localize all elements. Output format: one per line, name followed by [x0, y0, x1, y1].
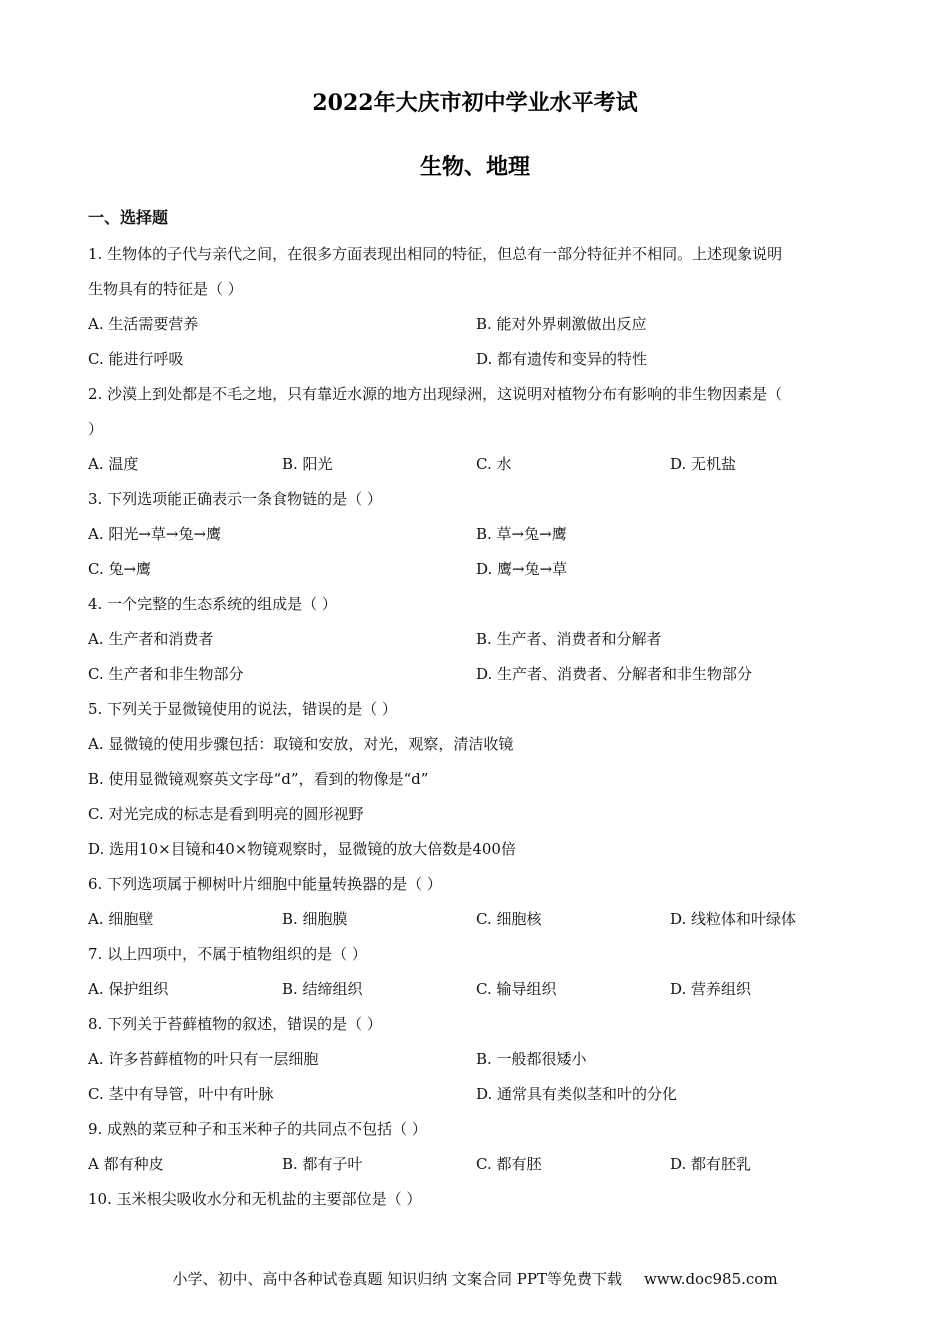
option: B. 阳光: [282, 455, 333, 473]
option: C. 水: [476, 455, 512, 473]
options-row: [88, 1077, 868, 1112]
option: A. 生产者和消费者: [88, 630, 214, 648]
option: A. 显微镜的使用步骤包括：取镜和安放，对光，观察，清洁收镜: [88, 735, 514, 753]
option: B. 一般都很矮小: [476, 1050, 587, 1068]
option: D. 都有遗传和变异的特性: [476, 350, 648, 368]
options-row: [88, 517, 868, 552]
option: C. 兔→鹰: [88, 560, 152, 578]
option: B. 使用显微镜观察英文字母“d”，看到的物像是“d”: [88, 770, 429, 788]
options-row: [88, 552, 868, 587]
option: D. 无机盐: [670, 455, 737, 473]
options-row: [88, 902, 868, 937]
option: D. 都有胚乳: [670, 1155, 752, 1173]
option: D. 营养组织: [670, 980, 752, 998]
option: C. 茎中有导管，叶中有叶脉: [88, 1085, 274, 1103]
exam-title: 2022年大庆市初中学业水平考试: [312, 90, 638, 116]
footer-text: 小学、初中、高中各种试卷真题 知识归纳 文案合同 PPT等免费下载: [172, 1270, 622, 1288]
question-stem: 5. 下列关于显微镜使用的说法，错误的是（ ）: [88, 700, 397, 718]
option: A. 许多苔藓植物的叶只有一层细胞: [88, 1050, 319, 1068]
option: D. 选用10×目镜和40×物镜观察时，显微镜的放大倍数是400倍: [88, 840, 516, 858]
options-row: [88, 972, 868, 1007]
question-stem: 4. 一个完整的生态系统的组成是（ ）: [88, 595, 337, 613]
question-stem: 6. 下列选项属于柳树叶片细胞中能量转换器的是（ ）: [88, 875, 442, 893]
options-row: [88, 622, 868, 657]
option: B. 都有子叶: [282, 1155, 363, 1173]
question-stem: 8. 下列关于苔藓植物的叙述，错误的是（ ）: [88, 1015, 382, 1033]
option: D. 鹰→兔→草: [476, 560, 568, 578]
option: B. 草→兔→鹰: [476, 525, 567, 543]
options-row: [88, 342, 868, 377]
option: D. 线粒体和叶绿体: [670, 910, 797, 928]
option: A. 细胞壁: [88, 910, 154, 928]
question-stem: 1. 生物体的子代与亲代之间，在很多方面表现出相同的特征，但总有一部分特征并不相同。上述现象说明: [88, 245, 783, 263]
question-stem: 7. 以上四项中，不属于植物组织的是（ ）: [88, 945, 367, 963]
footer-url: www.doc985.com: [643, 1270, 778, 1288]
option: B. 能对外界刺激做出反应: [476, 315, 647, 333]
option: C. 能进行呼吸: [88, 350, 184, 368]
page-footer: [0, 1268, 950, 1289]
options-row: [88, 307, 868, 342]
options-row: [88, 1147, 868, 1182]
question-stem: 2. 沙漠上到处都是不毛之地，只有靠近水源的地方出现绿洲，这说明对植物分布有影响的非生物因素是（: [88, 385, 783, 403]
option: C. 都有胚: [476, 1155, 542, 1173]
option: B. 细胞膜: [282, 910, 348, 928]
option: D. 生产者、消费者、分解者和非生物部分: [476, 665, 753, 683]
question-list: [88, 237, 868, 1217]
question-stem: 生物具有的特征是（ ）: [88, 280, 243, 298]
question-stem: 10. 玉米根尖吸收水分和无机盐的主要部位是（ ）: [88, 1190, 422, 1208]
question-stem: 3. 下列选项能正确表示一条食物链的是（ ）: [88, 490, 382, 508]
question-stem: 9. 成熟的菜豆种子和玉米种子的共同点不包括（ ）: [88, 1120, 427, 1138]
option: C. 对光完成的标志是看到明亮的圆形视野: [88, 805, 364, 823]
option: A. 生活需要营养: [88, 315, 199, 333]
option: A. 保护组织: [88, 980, 169, 998]
option: D. 通常具有类似茎和叶的分化: [476, 1085, 678, 1103]
options-row: [88, 1042, 868, 1077]
exam-subtitle: 生物、地理: [419, 154, 530, 180]
option: C. 输导组织: [476, 980, 557, 998]
option: C. 生产者和非生物部分: [88, 665, 244, 683]
question-stem: ）: [88, 420, 104, 438]
options-row: [88, 657, 868, 692]
options-row: [88, 447, 868, 482]
option: A 都有种皮: [88, 1155, 164, 1173]
option: A. 温度: [88, 455, 139, 473]
option: A. 阳光→草→兔→鹰: [88, 525, 222, 543]
option: B. 结缔组织: [282, 980, 363, 998]
section-heading: 一、选择题: [88, 208, 169, 227]
option: B. 生产者、消费者和分解者: [476, 630, 662, 648]
option: C. 细胞核: [476, 910, 542, 928]
